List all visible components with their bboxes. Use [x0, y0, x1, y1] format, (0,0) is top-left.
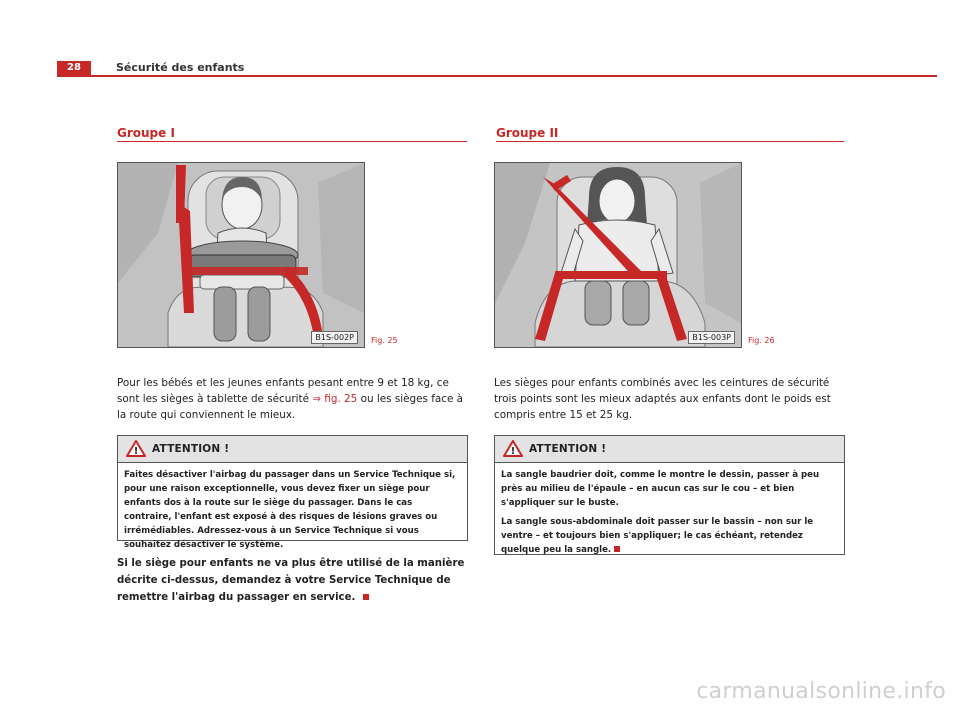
child-seat-group-1-drawing [118, 163, 364, 347]
warning-body [495, 463, 844, 563]
intro-paragraph-groupe-1 [117, 375, 469, 423]
page-number: 28 [57, 61, 91, 75]
warning-text-shoulder-strap: La sangle baudrier doit, comme le montre le dessin, passer à peu près au milieu de l'épaule – en aucun cas sur le cou – et bien s'appliquer sur le buste. [501, 470, 820, 508]
paragraph-text: ou les sièges face à la route qui conviennent le mieux. [117, 393, 464, 421]
warning-box-right [494, 435, 845, 555]
header-rule [57, 75, 937, 77]
page-title: Sécurité des enfants [116, 61, 245, 74]
warning-header [118, 436, 467, 463]
warning-title: ATTENTION ! [152, 443, 230, 455]
watermark: carmanualsonline.info [696, 679, 946, 704]
figure-group-2-illustration [494, 162, 742, 348]
intro-paragraph-groupe-2: Les sièges pour enfants combinés avec les ceintures de sécurité trois points sont les mieux adaptés aux enfants dont le poids est compris entre 15 et 25 kg. [494, 377, 831, 421]
warning-box-left [117, 435, 468, 550]
figure-code: B1S-002P [311, 331, 358, 344]
figure-label: Fig. 25 [371, 336, 398, 345]
child-seat-group-2-drawing [495, 163, 741, 347]
section-rule-right [496, 141, 844, 142]
figure-reference-link[interactable]: fig. 25 [321, 393, 358, 405]
figure-group-1-illustration [117, 162, 365, 348]
end-of-section-icon [614, 546, 620, 552]
warning-glyph: ! [133, 446, 139, 457]
arrow-icon: ⇒ [312, 393, 321, 405]
warning-text-lap-strap: La sangle sous-abdominale doit passer sur le bassin – non sur le ventre – et toujours bien s'appliquer; le cas échéant, retendez quelque peu la sangle. [501, 517, 814, 555]
warning-header [495, 436, 844, 463]
warning-text: Faites désactiver l'airbag du passager dans un Service Technique si, pour une raison exceptionnelle, vous devez fixer un siège pour enfants dos à la route sur le siège du passager. Dans le cas contraire, l'enfant est exposé à des risques de lésions graves ou irrémédiables. Adressez-vous à un Service Technique si vous souhaitez désactiver le système. [124, 470, 456, 550]
note-text: Si le siège pour enfants ne va plus être utilisé de la manière décrite ci-dessus, demandez à votre Service Technique de remettre l'airbag du passager en service. [117, 558, 465, 603]
figure-label: Fig. 26 [748, 336, 775, 345]
warning-title: ATTENTION ! [529, 443, 607, 455]
airbag-reactivation-note [117, 555, 469, 606]
figure-code: B1S-003P [688, 331, 735, 344]
section-title-groupe-2: Groupe II [496, 126, 559, 140]
warning-triangle-icon [503, 440, 523, 457]
warning-triangle-icon [126, 440, 146, 457]
warning-glyph: ! [510, 446, 516, 457]
warning-text-lap-strap-wrapper [501, 515, 838, 557]
section-rule-left [117, 141, 467, 142]
end-of-section-icon [363, 594, 369, 600]
paragraph-text: Pour les bébés et les jeunes enfants pesant entre 9 et 18 kg, ce sont les sièges à tablette de sécurité [117, 377, 449, 405]
section-title-groupe-1: Groupe I [117, 126, 175, 140]
warning-body [118, 463, 467, 558]
